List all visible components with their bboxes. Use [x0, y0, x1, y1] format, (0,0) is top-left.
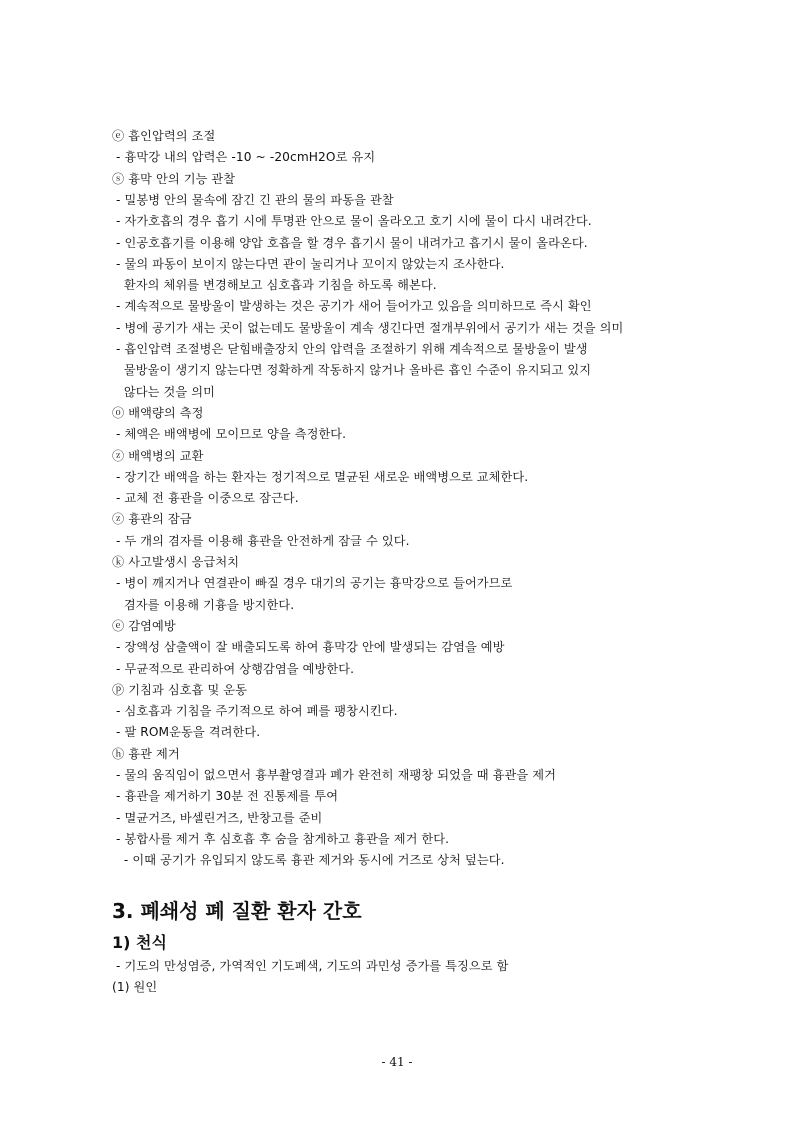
text-line: ⓢ 흉막 안의 기능 관찰	[112, 171, 236, 186]
section-heading: 3. 폐쇄성 폐 질환 환자 간호	[112, 899, 362, 923]
text-line: - 두 개의 겸자를 이용해 흉관을 안전하게 잠글 수 있다.	[112, 533, 410, 548]
text-line: ⓩ 배액병의 교환	[112, 448, 204, 463]
text-line: - 멸균거즈, 바셀린거즈, 반창고를 준비	[112, 810, 323, 825]
text-line: - 흡인압력 조절병은 닫힘배출장치 안의 압력을 조절하기 위해 계속적으로 물방울이 발생	[112, 342, 588, 356]
text-line: ⓔ 감염예방	[112, 618, 176, 633]
text-line: - 기도의 만성염증, 가역적인 기도폐색, 기도의 과민성 증가를 특징으로 함	[112, 959, 509, 973]
text-line: - 장액성 삼출액이 잘 배출되도록 하여 흉막강 안에 발생되는 감염을 예방	[112, 640, 505, 655]
text-line: - 밀봉병 안의 물속에 잠긴 긴 관의 물의 파동을 관찰	[112, 192, 394, 207]
text-line: ⓔ 흡인압력의 조절	[112, 129, 216, 143]
text-line: 환자의 체위를 변경해보고 심호흡과 기침을 하도록 해본다.	[112, 278, 437, 293]
text-line: 않다는 것을 의미	[112, 384, 215, 399]
text-line: - 장기간 배액을 하는 환자는 정기적으로 멸균된 새로운 배액병으로 교체한다.	[112, 469, 529, 484]
text-line: - 자가호흡의 경우 흡기 시에 투명관 안으로 물이 올라오고 호기 시에 물이 다시 내려간다.	[112, 214, 592, 229]
text-line: ⓞ 배액량의 측정	[112, 405, 204, 420]
text-line: - 봉합사를 제거 후 심호흡 후 숨을 참게하고 흉관을 제거 한다.	[112, 831, 450, 846]
text-line: - 흉관을 제거하기 30분 전 진통제를 투여	[112, 789, 339, 804]
subsection-heading: 1) 천식	[112, 933, 167, 952]
text-line: - 체액은 배액병에 모이므로 양을 측정한다.	[112, 427, 347, 442]
text-line: ⓩ 흉관의 잠금	[112, 512, 192, 527]
text-line: - 팔 ROM운동을 격려한다.	[112, 725, 261, 740]
text-line: ⓟ 기침과 심호흡 및 운동	[112, 682, 248, 697]
page-number: - 41 -	[381, 1055, 413, 1069]
text-line: (1) 원인	[112, 980, 158, 994]
text-line: - 계속적으로 물방울이 발생하는 것은 공기가 새어 들어가고 있음을 의미하므로 즉시 확인	[112, 299, 592, 314]
text-line: ⓗ 흉관 제거	[112, 746, 180, 761]
text-line: ⓚ 사고발생시 응급처치	[112, 555, 240, 569]
text-line: - 심호흡과 기침을 주기적으로 하여 폐를 팽창시킨다.	[112, 704, 398, 719]
text-line: - 이때 공기가 유입되지 않도록 흉관 제거와 동시에 거즈로 상처 덮는다.	[112, 853, 505, 868]
text-line: - 인공호흡기를 이용해 양압 호흡을 할 경우 흡기시 물이 내려가고 흡기시 물이 올라온다.	[112, 235, 588, 250]
text-line: - 병이 깨지거나 연결관이 빠질 경우 대기의 공기는 흉막강으로 들어가므로	[112, 576, 513, 591]
text-line: - 무균적으로 관리하여 상행감염을 예방한다.	[112, 661, 355, 676]
text-line: - 물의 움직임이 없으면서 흉부촬영결과 폐가 완전히 재팽창 되었을 때 흉관을 제거	[112, 768, 556, 782]
text-line: - 흉막강 내의 압력은 -10 ~ -20cmH2O로 유지	[112, 150, 376, 165]
text-line: 물방울이 생기지 않는다면 정확하게 작동하지 않거나 올바른 흡인 수준이 유지되고 있지	[112, 363, 592, 378]
text-line: 겸자를 이용해 기흉을 방지한다.	[112, 597, 295, 612]
text-line: - 물의 파동이 보이지 않는다면 관이 눌리거나 꼬이지 않았는지 조사한다.	[112, 256, 505, 271]
text-line: - 병에 공기가 새는 곳이 없는데도 물방울이 계속 생긴다면 절개부위에서 공기가 새는 것을 의미	[112, 320, 624, 335]
text-line: - 교체 전 흉관을 이중으로 잠근다.	[112, 491, 299, 506]
